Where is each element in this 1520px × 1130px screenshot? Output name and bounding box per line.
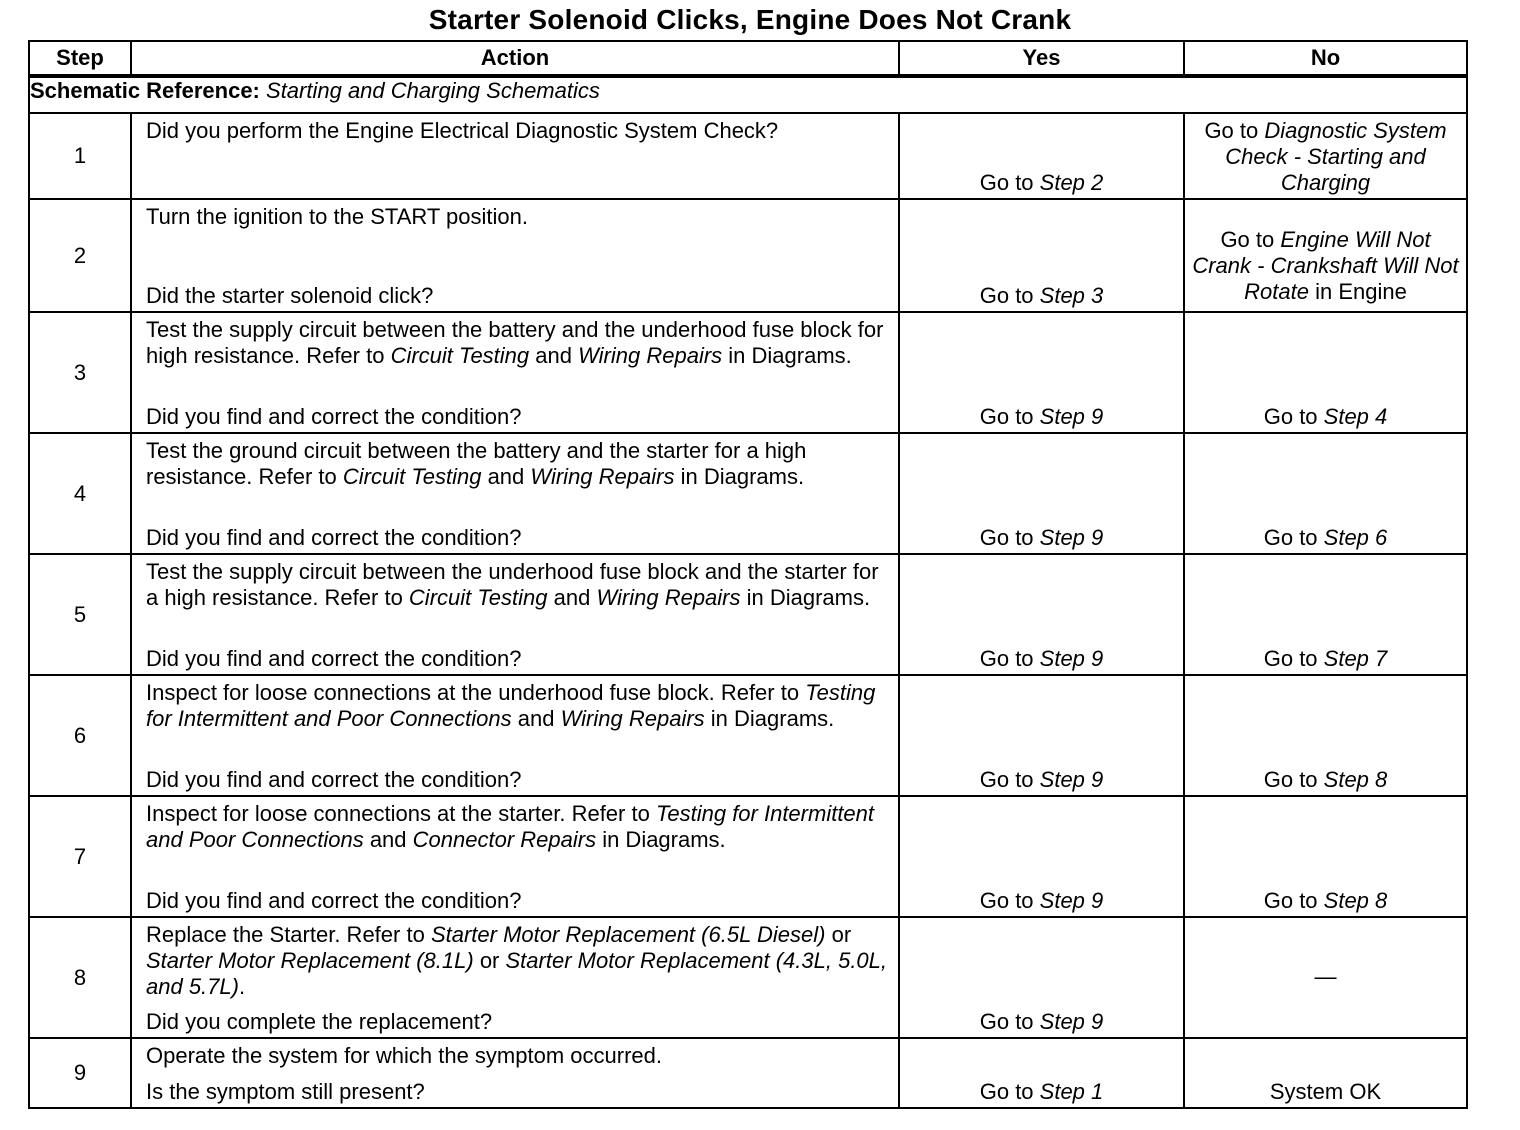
action-text-segment: Test the supply circuit between the underhood fuse block and the starter for a high resistance. Refer to xyxy=(146,559,879,610)
yes-step-link[interactable]: Step 1 xyxy=(1039,1079,1104,1104)
action-text-segment: Inspect for loose connections at the starter. Refer to xyxy=(146,801,656,826)
table-row xyxy=(29,113,1467,199)
yes-step-link[interactable]: Step 3 xyxy=(1039,283,1104,308)
table-row xyxy=(29,199,1467,312)
yes-step-link[interactable]: Step 9 xyxy=(1039,404,1104,429)
action-text-segment: . xyxy=(238,974,246,999)
action-cell xyxy=(131,312,899,433)
yes-step-link[interactable]: Step 9 xyxy=(1039,767,1104,792)
no-cell xyxy=(1184,796,1467,917)
yes-goto-text: Go to xyxy=(979,283,1040,308)
action-text-segment: in Diagrams. xyxy=(722,343,852,368)
step-number: 3 xyxy=(29,312,131,433)
schematic-reference-row xyxy=(29,76,1467,113)
question-text: Did you find and correct the condition? xyxy=(146,646,522,671)
step-number: 2 xyxy=(29,199,131,312)
yes-cell xyxy=(899,554,1184,675)
yes-goto-text: Go to xyxy=(979,525,1040,550)
action-instructions xyxy=(146,438,888,490)
yes-cell xyxy=(899,675,1184,796)
yes-goto-text: Go to xyxy=(979,1079,1040,1104)
no-cell xyxy=(1184,917,1467,1038)
yes-cell xyxy=(899,113,1184,199)
action-instructions xyxy=(146,204,888,230)
action-instructions xyxy=(146,317,888,369)
question-text: Did you perform the Engine Electrical Diagnostic System Check? xyxy=(146,118,779,143)
no-text: Go to xyxy=(1263,525,1324,550)
action-text-segment: Test the ground circuit between the battery and the starter for a high resistance. Refer to xyxy=(146,438,807,489)
no-step-link[interactable]: Step 4 xyxy=(1323,404,1388,429)
action-text-segment: and xyxy=(363,827,413,852)
reference-link[interactable]: Circuit Testing xyxy=(390,343,530,368)
action-text xyxy=(146,559,888,611)
question-text: Did you find and correct the condition? xyxy=(146,767,522,792)
yes-goto-text: Go to xyxy=(979,646,1040,671)
no-text: Go to xyxy=(1263,646,1324,671)
header-yes: Yes xyxy=(899,41,1184,76)
action-instructions xyxy=(146,1043,888,1069)
header-row xyxy=(29,41,1467,76)
action-cell xyxy=(131,433,899,554)
reference-link[interactable]: Starter Motor Replacement (4.3L, 5.0L, and 5.7L) xyxy=(146,948,888,999)
yes-goto-text: Go to xyxy=(979,767,1040,792)
no-text: Go to xyxy=(1220,227,1281,252)
no-text: Go to xyxy=(1263,767,1324,792)
action-text-segment: Turn the ignition to the START position. xyxy=(146,204,528,229)
yes-goto-text: Go to xyxy=(979,404,1040,429)
table-row xyxy=(29,675,1467,796)
yes-goto-text: Go to xyxy=(979,170,1040,195)
reference-link[interactable]: Wiring Repairs xyxy=(560,706,705,731)
action-text-segment: and xyxy=(511,706,561,731)
no-step-link[interactable]: Diagnostic System Check - Starting and Charging xyxy=(1225,118,1447,195)
table-row xyxy=(29,312,1467,433)
action-text-segment: and xyxy=(481,464,531,489)
action-text-segment: and xyxy=(547,585,597,610)
yes-cell xyxy=(899,1038,1184,1108)
no-cell xyxy=(1184,1038,1467,1108)
reference-link[interactable]: Testing for Intermittent and Poor Connections xyxy=(146,680,876,731)
action-text-segment: Test the supply circuit between the battery and the underhood fuse block for high resistance. Refer to xyxy=(146,317,884,368)
schematic-reference-label: Schematic Reference: xyxy=(30,78,260,103)
action-cell xyxy=(131,796,899,917)
no-cell xyxy=(1184,554,1467,675)
action-cell xyxy=(131,675,899,796)
yes-cell xyxy=(899,433,1184,554)
question-text: Did you complete the replacement? xyxy=(146,1009,493,1034)
action-text xyxy=(146,1043,888,1069)
question-text: Did you find and correct the condition? xyxy=(146,525,522,550)
action-text-segment: in Diagrams. xyxy=(596,827,726,852)
schematic-reference-link[interactable]: Starting and Charging Schematics xyxy=(266,78,600,103)
action-text-segment: in Diagrams. xyxy=(704,706,835,731)
step-number: 1 xyxy=(29,113,131,199)
header-step: Step xyxy=(29,41,131,76)
step-number: 9 xyxy=(29,1038,131,1108)
yes-step-link[interactable]: Step 9 xyxy=(1039,646,1104,671)
schematic-reference xyxy=(29,76,1467,113)
action-text-segment: or xyxy=(825,922,852,947)
page-title: Starter Solenoid Clicks, Engine Does Not Crank xyxy=(428,4,1072,35)
reference-link[interactable]: Wiring Repairs xyxy=(578,343,723,368)
header-action: Action xyxy=(131,41,899,76)
table-row xyxy=(29,796,1467,917)
yes-step-link[interactable]: Step 2 xyxy=(1039,170,1104,195)
action-text-segment: in Diagrams. xyxy=(674,464,805,489)
no-cell xyxy=(1184,113,1467,199)
action-text xyxy=(146,204,888,230)
table-row xyxy=(29,433,1467,554)
action-text-segment: in Diagrams. xyxy=(740,585,871,610)
no-cell xyxy=(1184,199,1467,312)
no-text: Go to xyxy=(1204,118,1265,143)
no-text: Go to xyxy=(1263,888,1324,913)
no-step-link[interactable]: Step 8 xyxy=(1323,767,1388,792)
action-text-segment: Inspect for loose connections at the underhood fuse block. Refer to xyxy=(146,680,806,705)
yes-goto-text: Go to xyxy=(979,1009,1040,1034)
diagnostic-table xyxy=(28,40,1468,1109)
question-text: Did the starter solenoid click? xyxy=(146,283,434,308)
no-step-link[interactable]: Step 6 xyxy=(1323,525,1388,550)
action-text xyxy=(146,680,888,732)
step-number: 4 xyxy=(29,433,131,554)
no-text: System OK xyxy=(1269,1079,1382,1104)
action-instructions xyxy=(146,801,888,853)
header-no: No xyxy=(1184,41,1467,76)
no-cell xyxy=(1184,433,1467,554)
yes-cell xyxy=(899,312,1184,433)
no-text: Go to xyxy=(1263,404,1324,429)
no-text: in Engine xyxy=(1308,279,1407,304)
action-instructions xyxy=(146,680,888,732)
action-cell xyxy=(131,917,899,1038)
reference-link[interactable]: Circuit Testing xyxy=(342,464,482,489)
reference-link[interactable]: Starter Motor Replacement (6.5L Diesel) xyxy=(430,922,826,947)
action-text-segment: or xyxy=(473,948,506,973)
table-row xyxy=(29,917,1467,1038)
action-text-segment: Replace the Starter. Refer to xyxy=(146,922,431,947)
step-number: 8 xyxy=(29,917,131,1038)
action-cell xyxy=(131,1038,899,1108)
reference-link[interactable]: Wiring Repairs xyxy=(530,464,675,489)
yes-cell xyxy=(899,796,1184,917)
reference-link[interactable]: Connector Repairs xyxy=(412,827,597,852)
reference-link[interactable]: Wiring Repairs xyxy=(596,585,741,610)
action-cell xyxy=(131,554,899,675)
step-number: 5 xyxy=(29,554,131,675)
yes-cell xyxy=(899,917,1184,1038)
no-step-link[interactable]: Engine Will Not Crank - Crankshaft Will Not Rotate xyxy=(1192,227,1459,304)
action-text xyxy=(146,438,888,490)
question-text: Did you find and correct the condition? xyxy=(146,404,522,429)
action-instructions xyxy=(146,922,888,1000)
no-step-link[interactable]: Step 8 xyxy=(1323,888,1388,913)
action-cell xyxy=(131,113,899,199)
action-text-segment: and xyxy=(529,343,579,368)
reference-link[interactable]: Starter Motor Replacement (8.1L) xyxy=(146,948,474,973)
no-step-link[interactable]: Step 7 xyxy=(1323,646,1388,671)
yes-cell xyxy=(899,199,1184,312)
table-row xyxy=(29,1038,1467,1108)
yes-goto-text: Go to xyxy=(979,888,1040,913)
action-text xyxy=(146,922,888,1000)
reference-link[interactable]: Circuit Testing xyxy=(408,585,548,610)
action-text xyxy=(146,317,888,369)
question-text: Did you find and correct the condition? xyxy=(146,888,522,913)
table-row xyxy=(29,554,1467,675)
yes-step-link[interactable]: Step 9 xyxy=(1039,525,1104,550)
action-text-segment: Operate the system for which the symptom occurred. xyxy=(146,1043,662,1068)
action-cell xyxy=(131,199,899,312)
step-number: 7 xyxy=(29,796,131,917)
action-text xyxy=(146,801,888,853)
yes-step-link[interactable]: Step 9 xyxy=(1039,888,1104,913)
reference-link[interactable]: Testing for Intermittent and Poor Connections xyxy=(146,801,875,852)
no-cell xyxy=(1184,312,1467,433)
question-text: Is the symptom still present? xyxy=(146,1079,425,1104)
action-instructions xyxy=(146,559,888,611)
no-cell xyxy=(1184,675,1467,796)
yes-step-link[interactable]: Step 9 xyxy=(1039,1009,1104,1034)
no-text: — xyxy=(1314,963,1337,989)
step-number: 6 xyxy=(29,675,131,796)
